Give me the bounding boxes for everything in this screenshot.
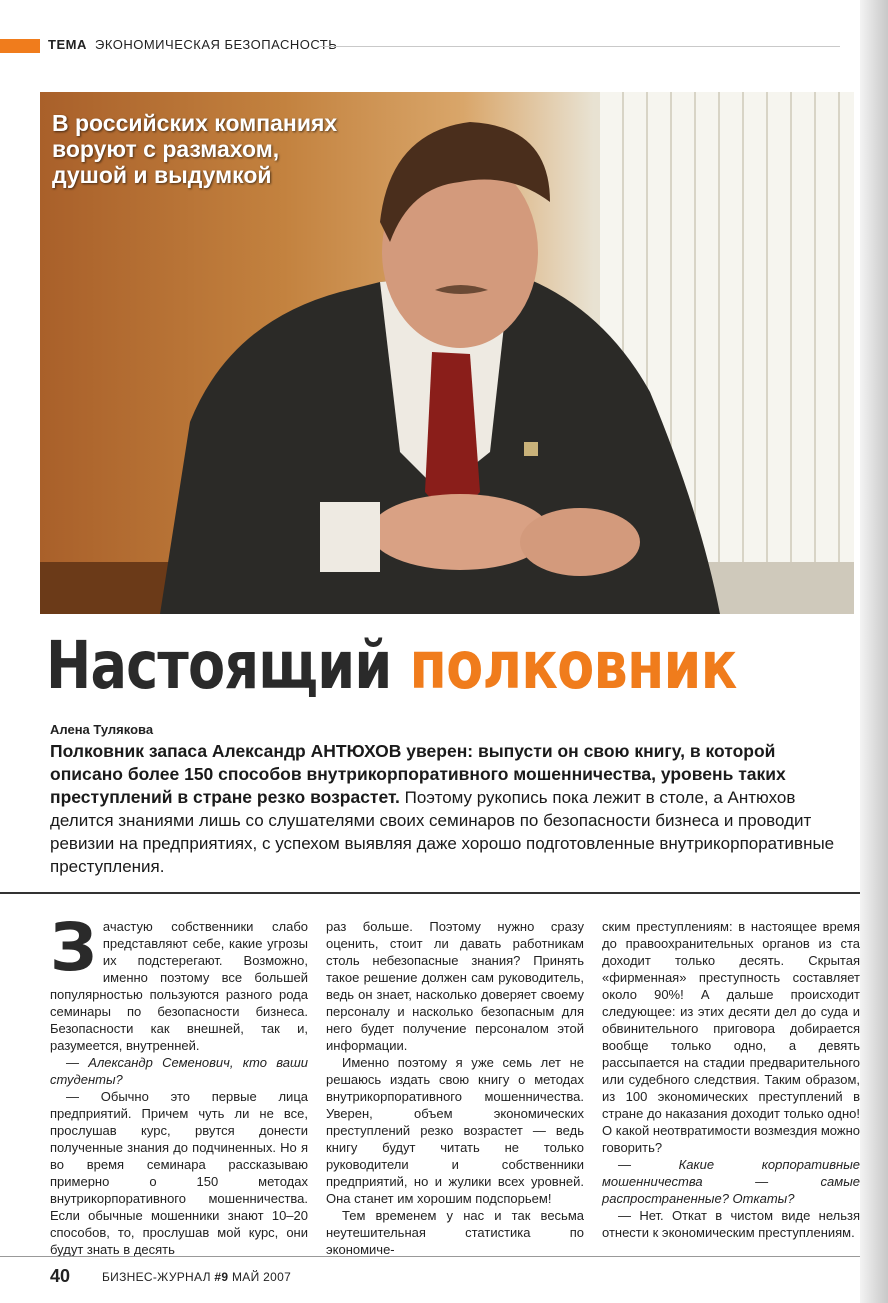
article-photo (40, 92, 854, 614)
lead-divider (0, 892, 860, 894)
body-paragraph: — Обычно это первые лица предприятий. Причем чуть ли не все, прослушав курс, рвутся донести полученные знания до подчиненных. Но я во время семинара рассказываю примерно о 150 методах внутрикорпоративного мошенничества. Если обычные мошенники знают 10–20 способов, то, прослушав мой курс, они будут знать в десять (50, 1089, 308, 1257)
footer-rule (0, 1256, 860, 1257)
body-paragraph: Именно поэтому я уже семь лет не решаюсь издать свою книгу о методах внутрикорпоративного мошенничества. Уверен, объем экономических преступлений резко возрастет — ведь книгу будут читать не только руководители и собственники предприятий, но и жулики всех уровней. Она станет им хорошим подспорьем! (326, 1055, 584, 1206)
title-word-2: полковник (409, 627, 737, 704)
body-column-1 (50, 909, 308, 1258)
page-number: 40 (50, 1266, 71, 1286)
drop-cap: З (50, 909, 97, 986)
issue-date: МАЙ 2007 (232, 1270, 292, 1284)
rubric-tag: ТЕМА (48, 37, 87, 52)
magazine-name: БИЗНЕС-ЖУРНАЛ (102, 1270, 211, 1284)
interview-question: — Александр Семенович, кто ваши студенты? (50, 1055, 308, 1087)
body-paragraph: — Нет. Откат в чистом виде нельзя отнести к экономическим преступлениям. (602, 1208, 860, 1240)
author-name: Алена Тулякова (50, 722, 154, 737)
lead-paragraph (50, 740, 840, 878)
article-title (46, 626, 737, 706)
body-paragraph: раз больше. Поэтому нужно сразу оценить, стоит ли давать работникам столь небезопасные знания? Принять такое решение должен сам руководитель, ведь он знает, насколько доверяет своему персоналу и насколько безопасным для него будет получение персоналом этой информации. (326, 919, 584, 1053)
rubric-topic: ЭКОНОМИЧЕСКАЯ БЕЗОПАСНОСТЬ (94, 37, 338, 52)
page-edge (860, 0, 888, 1303)
body-column-3 (602, 918, 860, 1241)
section-rubric (0, 36, 860, 56)
rubric-rule (318, 46, 840, 47)
issue-number: #9 (214, 1270, 229, 1284)
body-paragraph: Тем временем у нас и так весьма неутешительная статистика по экономиче- (326, 1208, 584, 1257)
body-paragraph: ачастую собственники слабо представляют себе, какие угрозы их подстерегают. Возможно, именно поэтому все большей популярностью пользуются разного рода семинары по безопасности бизнеса. Безопасности как внешней, так и, разумеется, внутренней. (50, 919, 308, 1053)
interview-question: — Какие корпоративные мошенничества — самые распространенные? Откаты? (602, 1157, 860, 1206)
footer-info (102, 1270, 291, 1284)
title-word-1: Настоящий (46, 627, 392, 704)
body-column-2 (326, 918, 584, 1258)
rubric-accent-bar (0, 39, 40, 53)
body-paragraph: ским преступлениям: в настоящее время до правоохранительных органов из ста доходит только десять. Скрытая «фирменная» преступность составляет около 90%! А дальше происходит следующее: из этих десяти дел до суда и обвинительного приговора добирается вообще только одно, а девять рассыпается на стадии предварительного или судебного следствия. Таким образом, из 100 экономических преступлений в стране до наказания доходит только одно! О какой неотвратимости возмездия можно говорить? (602, 919, 860, 1155)
lead-rest: Поэтому рукопись пока лежит в столе, а Антюхов делится знаниями лишь со слушателями своих семинаров по безопасности бизнеса и проводит ревизии на предприятиях, с успехом выявляя даже хорошо подготовленные внутрикорпоративные преступления. (50, 788, 835, 876)
rubric-label (48, 37, 337, 52)
photo-caption: В российских компаниях воруют с размахом, душой и выдумкой (52, 110, 338, 188)
lead-bold: Полковник запаса Александр АНТЮХОВ уверен: выпусти он свою книгу, в которой описано более 150 способов внутрикорпоративного мошенничества, уровень таких преступлений в стране резко возрастет. (50, 741, 786, 807)
